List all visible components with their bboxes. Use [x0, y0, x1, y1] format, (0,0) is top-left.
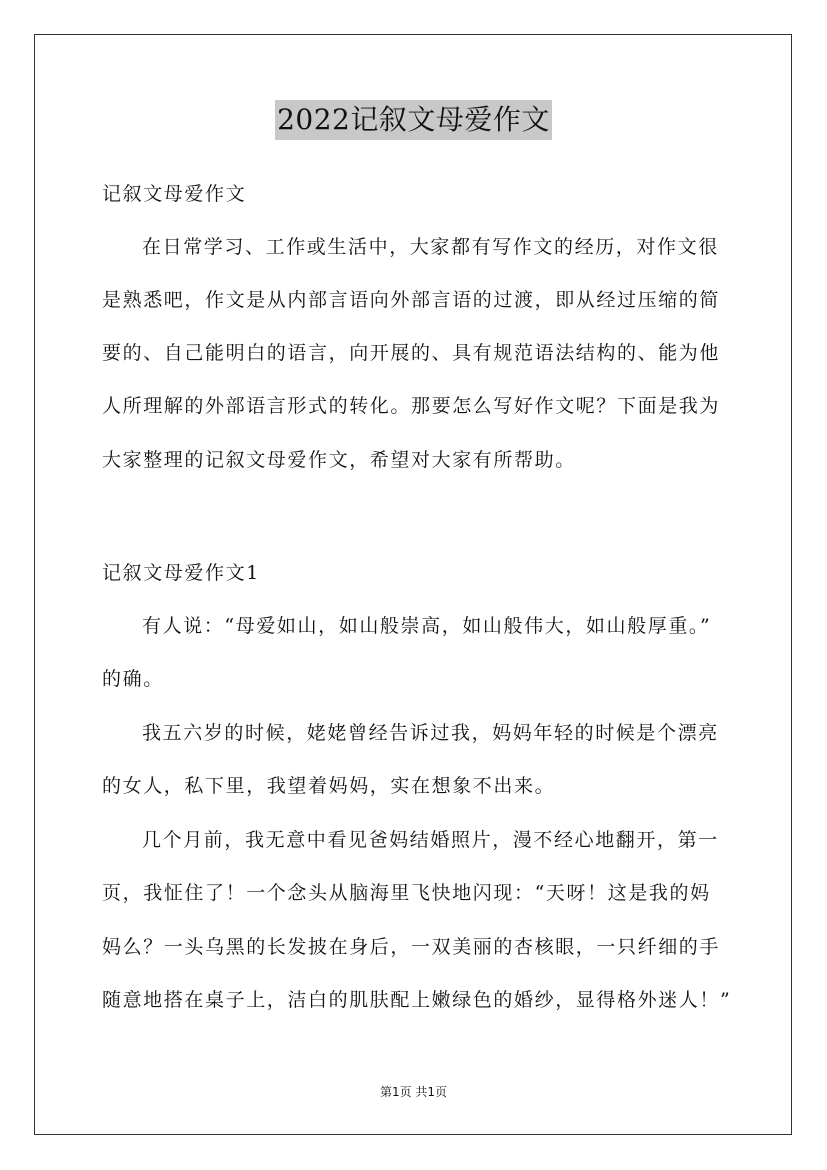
- section-heading-essay-1: 记叙文母爱作文1: [102, 562, 260, 584]
- paragraph-line: 人所理解的外部语言形式的转化。那要怎么写好作文呢？下面是我为: [102, 395, 721, 417]
- paragraph-line: 妈么？一头乌黑的长发披在身后，一双美丽的杏核眼，一只纤细的手: [102, 936, 721, 958]
- paragraph-line: 要的、自己能明白的语言，向开展的、具有规范语法结构的、能为他: [102, 342, 721, 364]
- paragraph-line: 在日常学习、工作或生活中，大家都有写作文的经历，对作文很: [142, 236, 719, 258]
- paragraph-line: 随意地搭在桌子上，洁白的肌肤配上嫩绿色的婚纱，显得格外迷人！”: [102, 989, 732, 1011]
- document-title: 2022记叙文母爱作文: [275, 100, 552, 140]
- title-container: [0, 100, 827, 140]
- paragraph-line: 是熟悉吧，作文是从内部言语向外部言语的过渡，即从经过压缩的简: [102, 289, 721, 311]
- paragraph-line: 有人说：“母爱如山，如山般崇高，如山般伟大，如山般厚重。”: [142, 615, 712, 637]
- paragraph-line: 页，我怔住了！一个念头从脑海里飞快地闪现：“天呀！这是我的妈: [102, 882, 711, 904]
- page-footer: 第1页 共1页: [379, 1085, 448, 1099]
- paragraph-line: 的女人，私下里，我望着妈妈，实在想象不出来。: [102, 775, 556, 797]
- paragraph-line: 大家整理的记叙文母爱作文，希望对大家有所帮助。: [102, 449, 576, 471]
- paragraph-line: 我五六岁的时候，姥姥曾经告诉过我，妈妈年轻的时候是个漂亮: [142, 722, 719, 744]
- paragraph-line: 几个月前，我无意中看见爸妈结婚照片，漫不经心地翻开，第一: [142, 829, 719, 851]
- section-heading-intro: 记叙文母爱作文: [102, 183, 247, 205]
- paragraph-line: 的确。: [102, 668, 164, 690]
